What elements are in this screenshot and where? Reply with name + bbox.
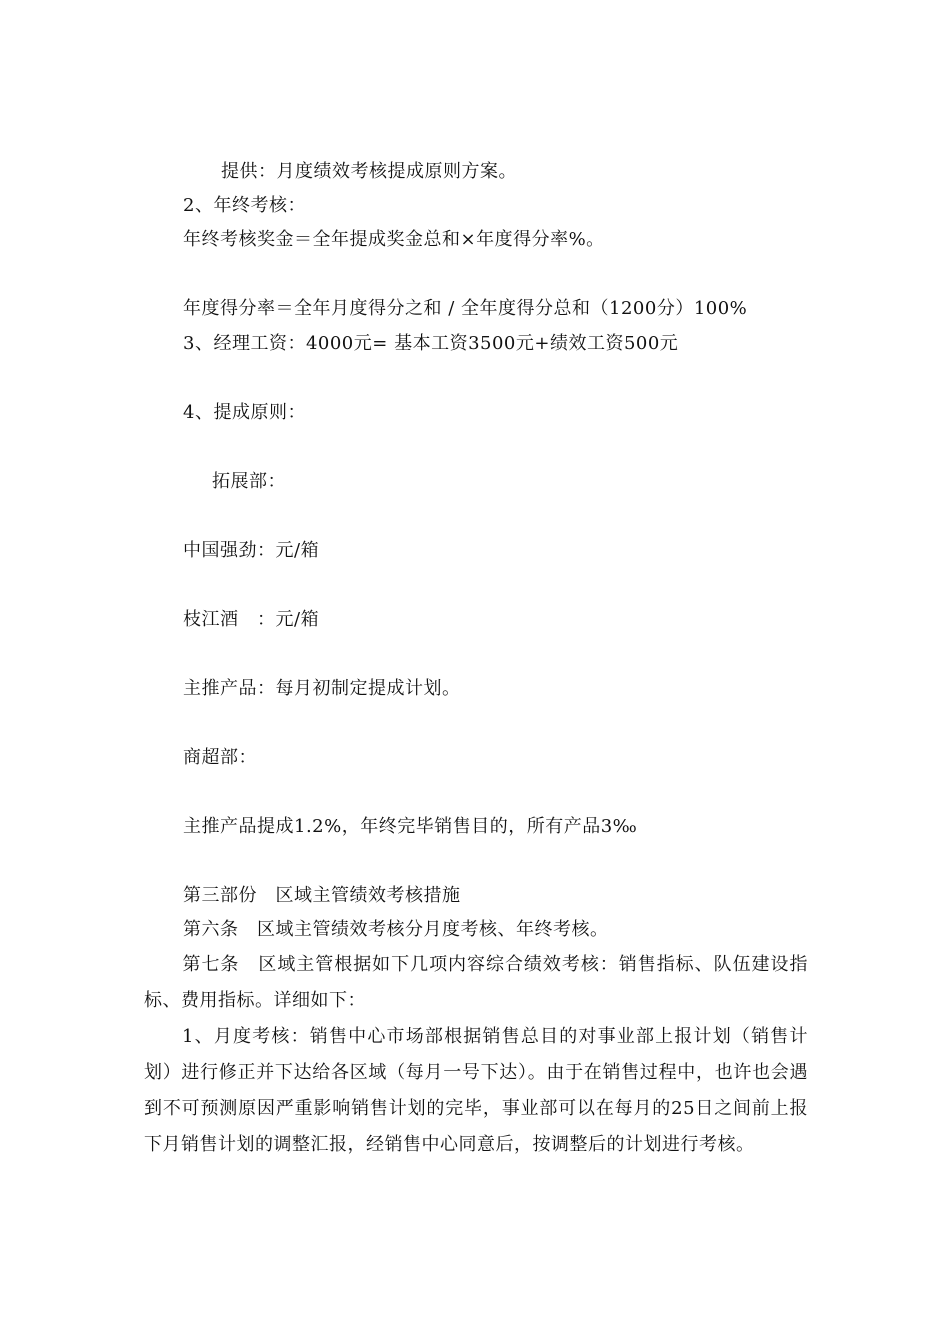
monthly-assessment-text: 1、月度考核：销售中心市场部根据销售总目的对事业部上报计划（销售计划）进行修正并下达给各区域（每月一号下达）。由于在销售过程中，也许也会遇到不可预测原因严重影响销售计划的完毕，事业部可以在每月的25日之间前上报下月销售计划的调整汇报，经销售中心同意后，按调整后的计划进行考核。 bbox=[144, 1026, 808, 1155]
expansion-dept-heading: 拓展部： bbox=[212, 471, 286, 492]
supermarket-commission-line: 主推产品提成1.2%，年终完毕销售目的，所有产品3‰ bbox=[183, 816, 638, 837]
manager-salary-line: 3、经理工资：4000元= 基本工资3500元+绩效工资500元 bbox=[183, 333, 679, 354]
article-7-paragraph bbox=[144, 947, 808, 1019]
part-3-heading: 第三部份 区域主管绩效考核措施 bbox=[183, 885, 461, 906]
annual-score-rate-formula: 年度得分率＝全年月度得分之和 / 全年度得分总和（1200分）100% bbox=[183, 298, 748, 319]
article-7-text: 第七条 区域主管根据如下几项内容综合绩效考核：销售指标、队伍建设指标、费用指标。详细如下： bbox=[144, 954, 808, 1011]
product-zhijiangjiu-line: 枝江酒 ：元/箱 bbox=[183, 609, 320, 630]
supermarket-dept-heading: 商超部： bbox=[183, 747, 257, 768]
provide-line: 提供：月度绩效考核提成原则方案。 bbox=[221, 161, 517, 182]
year-end-bonus-formula: 年终考核奖金＝全年提成奖金总和×年度得分率%。 bbox=[183, 229, 605, 250]
main-product-plan-line: 主推产品：每月初制定提成计划。 bbox=[183, 678, 461, 699]
section-4-heading: 4、提成原则： bbox=[183, 402, 306, 423]
monthly-assessment-paragraph bbox=[144, 1019, 808, 1163]
product-zhongguoqiangjin-line: 中国强劲：元/箱 bbox=[183, 540, 320, 561]
section-2-heading: 2、年终考核： bbox=[183, 195, 306, 216]
article-6-line: 第六条 区域主管绩效考核分月度考核、年终考核。 bbox=[183, 919, 609, 940]
